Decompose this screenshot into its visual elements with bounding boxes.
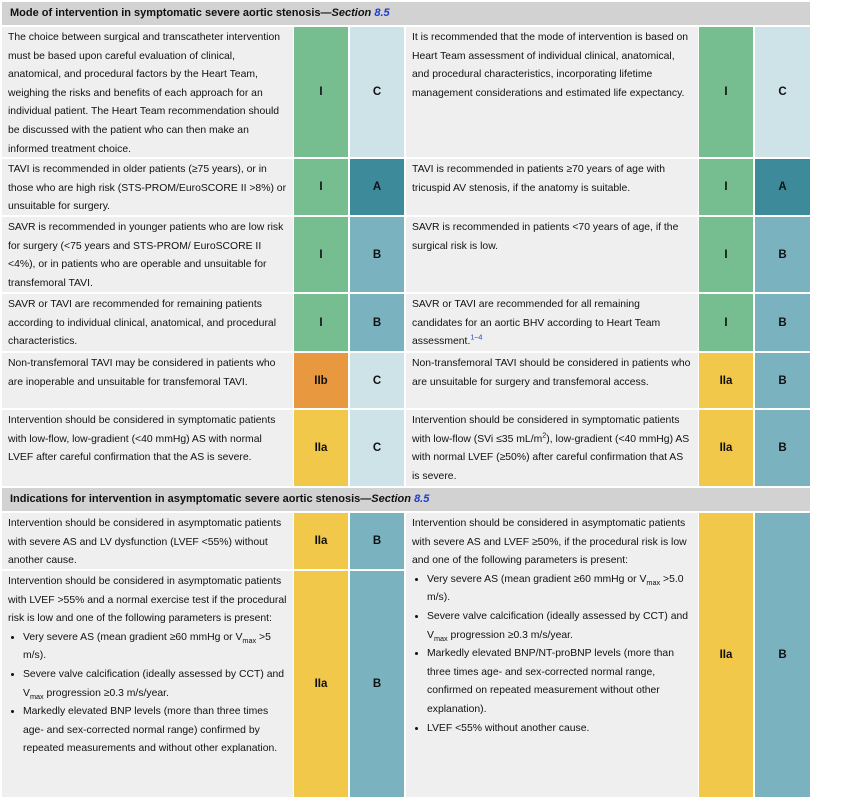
left-level-badge: B (350, 513, 404, 569)
right-class-badge: I (699, 294, 753, 351)
criteria-list (412, 571, 693, 738)
list-item: • Markedly elevated BNP levels (more than three times age- and sex-corrected normal range) confirmed by repeated measurements and without other explanation. (23, 703, 288, 759)
left-recommendation-text: Intervention should be considered in symptomatic patients with low-flow, low-gradient (<40 mmHg) AS with normal LVEF after careful confirmation that the AS is severe. (2, 410, 293, 486)
left-level-badge: C (350, 353, 404, 408)
section-label: Section (331, 7, 372, 19)
right-class-badge: I (699, 27, 753, 157)
right-recommendation-text: Intervention should be considered in asymptomatic patients with severe AS and LVEF ≥50%, if the procedural risk is low and one of the following parameters is present: • Very severe AS (mean gradient ≥60 mmHg or $V_{max} >5.0$ m/s). • Severe valve calcification (ideally assessed by CCT) and $V_{max}$ progression ≥0.3 m/s/year. • Markedly elevated BNP/NT-proBNP levels (more than three times age- and sex-corrected normal range, confirmed on repeated measurement without other explanation). • LVEF <55% without another cause. (406, 513, 698, 797)
section-label: Section (371, 493, 411, 505)
left-class-badge: IIa (294, 513, 348, 569)
right-class-badge: I (699, 217, 753, 292)
right-recommendation-text: SAVR or TAVI are recommended for all remaining candidates for an aortic BHV according to Heart Team assessment.$^{1-4}$ (406, 294, 698, 351)
left-class-badge: I (294, 27, 348, 157)
right-level-badge: B (755, 217, 810, 292)
section-ref-link[interactable]: 8.5 (374, 7, 390, 19)
right-recommendation-text: Non-transfemoral TAVI should be considered in patients who are unsuitable for surgery and transfemoral access. (406, 353, 698, 408)
left-recommendation-text: SAVR is recommended in younger patients who are low risk for surgery (<75 years and STS-PROM/ EuroSCORE II <4%), or in patients who are operable and unsuitable for transfemoral TAVI. (2, 217, 293, 292)
left-class-badge: IIa (294, 410, 348, 486)
right-level-badge: B (755, 353, 810, 408)
section-header-symptomatic (2, 2, 810, 25)
left-class-badge: I (294, 159, 348, 215)
left-class-badge: IIa (294, 571, 348, 797)
section-title: Indications for intervention in asymptomatic severe aortic stenosis— (10, 493, 372, 505)
left-recommendation-text: The choice between surgical and transcatheter intervention must be based upon careful evaluation of clinical, anatomical, and procedural factors by the Heart Team, weighing the risks and benefits of each approach for an individual patient. The Heart Team recommendation should be discussed with the patient who can then make an informed treatment choice. (2, 27, 293, 157)
left-recommendation-text: Non-transfemoral TAVI may be considered in patients who are inoperable and unsuitable for transfemoral TAVI. (2, 353, 293, 408)
left-class-badge: I (294, 217, 348, 292)
list-item: • Severe valve calcification (ideally assessed by CCT) and $V_{max}$ progression ≥0.3 m/s/year. (23, 666, 288, 703)
list-item: • Markedly elevated BNP/NT-proBNP levels (more than three times age- and sex-corrected normal range, confirmed on repeated measurement without other explanation). (427, 645, 693, 719)
left-recommendation-text: Intervention should be considered in asymptomatic patients with severe AS and LV dysfunction (LVEF <55%) without another cause. (2, 513, 293, 569)
right-class-badge: IIa (699, 513, 753, 797)
left-class-badge: I (294, 294, 348, 351)
right-level-badge: C (755, 27, 810, 157)
section-header-asymptomatic (2, 488, 810, 511)
list-item: • Very severe AS (mean gradient ≥60 mmHg or $V_{max} >5$ m/s). (23, 629, 288, 666)
left-class-badge: IIb (294, 353, 348, 408)
left-level-badge: A (350, 159, 404, 215)
left-level-badge: C (350, 27, 404, 157)
left-recommendation-text: Intervention should be considered in asymptomatic patients with LVEF >55% and a normal exercise test if the procedural risk is low and one of the following parameters is present: • Very severe AS (mean gradient ≥60 mmHg or $V_{max} >5$ m/s). • Severe valve calcification (ideally assessed by CCT) and $V_{max}$ progression ≥0.3 m/s/year. • Markedly elevated BNP levels (more than three times age- and sex-corrected normal range) confirmed by repeated measurements and without other explanation. (2, 571, 293, 797)
list-item: • Severe valve calcification (ideally assessed by CCT) and $V_{max}$ progression ≥0.3 m/s/year. (427, 608, 693, 645)
right-recommendation-text: TAVI is recommended in patients ≥70 years of age with tricuspid AV stenosis, if the anatomy is suitable. (406, 159, 698, 215)
right-level-badge: B (755, 410, 810, 486)
reference-link[interactable]: 1–4 (470, 332, 483, 342)
list-item: • Very severe AS (mean gradient ≥60 mmHg or $V_{max} >5.0$ m/s). (427, 571, 693, 608)
right-level-badge: B (755, 513, 810, 797)
section-title: Mode of intervention in symptomatic severe aortic stenosis— (10, 7, 332, 19)
left-level-badge: B (350, 571, 404, 797)
right-class-badge: IIa (699, 353, 753, 408)
left-recommendation-text: TAVI is recommended in older patients (≥75 years), or in those who are high risk (STS-PROM/EuroSCORE II >8%) or unsuitable for surgery. (2, 159, 293, 215)
right-recommendation-text: It is recommended that the mode of intervention is based on Heart Team assessment of individual clinical, anatomical, and procedural characteristics, incorporating lifetime management considerations and estimated life expectancy. (406, 27, 698, 157)
right-level-badge: A (755, 159, 810, 215)
list-item: • LVEF <55% without another cause. (427, 720, 693, 739)
left-level-badge: B (350, 217, 404, 292)
right-class-badge: I (699, 159, 753, 215)
left-level-badge: B (350, 294, 404, 351)
right-recommendation-text: Intervention should be considered in symptomatic patients with low-flow (SVi ≤35 $mL/m^2$), low-gradient (<40 mmHg) AS with normal LVEF (≥50%) after careful confirmation that AS is severe. (406, 410, 698, 486)
right-level-badge: B (755, 294, 810, 351)
right-class-badge: IIa (699, 410, 753, 486)
right-recommendation-text: SAVR is recommended in patients <70 years of age, if the surgical risk is low. (406, 217, 698, 292)
left-level-badge: C (350, 410, 404, 486)
criteria-list (8, 629, 288, 759)
left-recommendation-text: SAVR or TAVI are recommended for remaining patients according to individual clinical, anatomical, and procedural characteristics. (2, 294, 293, 351)
section-ref-link[interactable]: 8.5 (414, 493, 430, 505)
